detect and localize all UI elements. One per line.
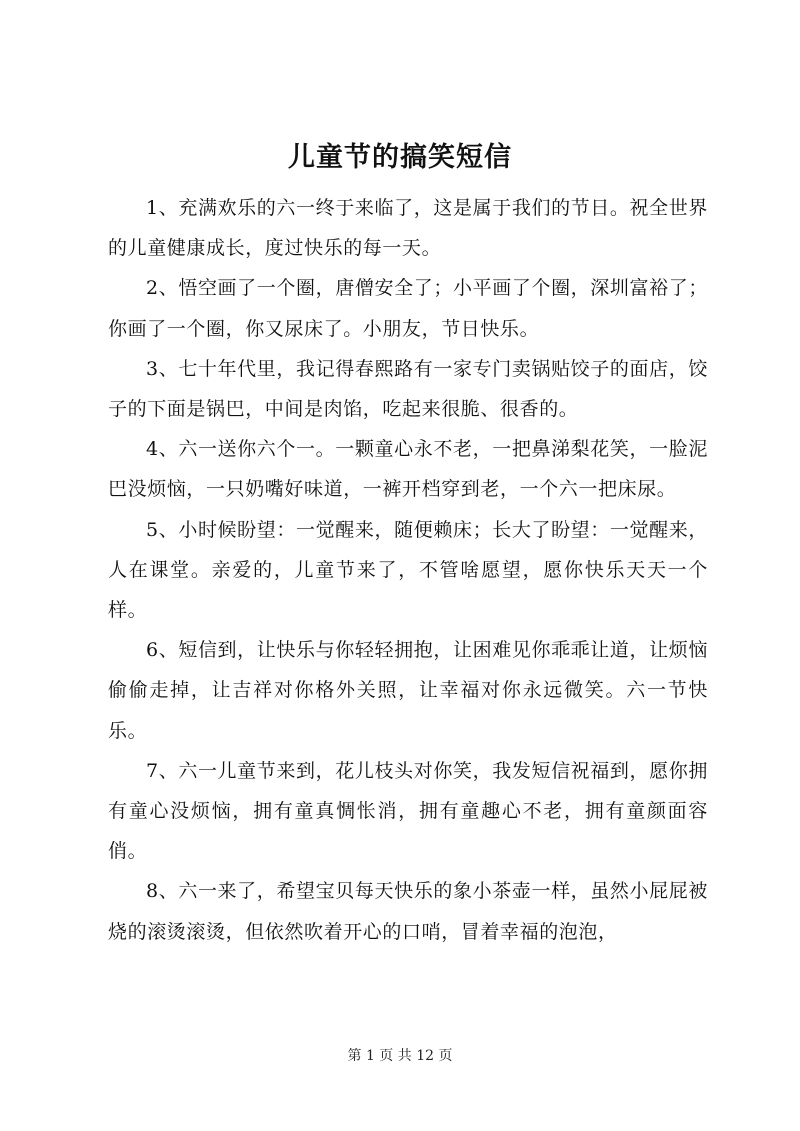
paragraph-2: 2、悟空画了一个圈，唐僧安全了；小平画了个圈，深圳富裕了；你画了一个圈，你又尿床了。小朋友，节日快乐。 xyxy=(108,277,708,340)
paragraph-1: 1、充满欢乐的六一终于来临了，这是属于我们的节日。祝全世界的儿童健康成长，度过快乐的每一天。 xyxy=(108,197,708,260)
page-footer: 第 1 页 共 12 页 xyxy=(347,1048,453,1064)
paragraph-5: 5、小时候盼望：一觉醒来，随便赖床；长大了盼望：一觉醒来，人在课堂。亲爱的，儿童节来了，不管啥愿望，愿你快乐天天一个样。 xyxy=(108,518,708,622)
document-title: 儿童节的搞笑短信 xyxy=(288,142,512,173)
paragraph-8: 8、六一来了，希望宝贝每天快乐的象小茶壶一样，虽然小屁屁被烧的滚烫滚烫，但依然吹着开心的口哨，冒着幸福的泡泡， xyxy=(108,880,708,943)
paragraph-4: 4、六一送你六个一。一颗童心永不老，一把鼻涕梨花笑，一脸泥巴没烦恼，一只奶嘴好味道，一裤开档穿到老，一个六一把床尿。 xyxy=(108,438,708,501)
paragraph-3: 3、七十年代里，我记得春熙路有一家专门卖锅贴饺子的面店，饺子的下面是锅巴，中间是肉馅，吃起来很脆、很香的。 xyxy=(108,357,708,421)
paragraph-6: 6、短信到，让快乐与你轻轻拥抱，让困难见你乖乖让道，让烦恼偷偷走掉，让吉祥对你格外关照，让幸福对你永远微笑。六一节快乐。 xyxy=(108,639,708,742)
document-body xyxy=(108,188,708,952)
paragraph-7: 7、六一儿童节来到，花儿枝头对你笑，我发短信祝福到，愿你拥有童心没烦恼，拥有童真惆怅消，拥有童趣心不老，拥有童颜面容俏。 xyxy=(108,759,708,863)
